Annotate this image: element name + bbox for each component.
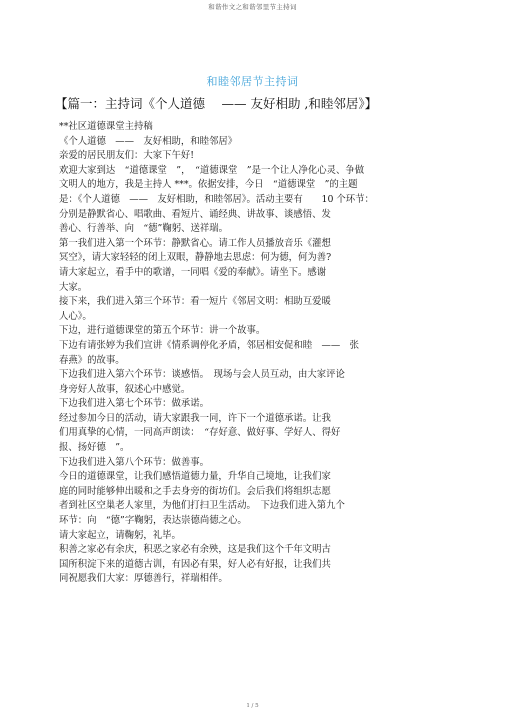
text-line: 下边我们进入第八个环节：做善事。: [59, 456, 210, 468]
text-line: 积善之家必有余庆，积恶之家必有余殃，这是我们这个千年文明古: [59, 544, 331, 556]
text-line: **社区道德课堂主持稿: [59, 121, 153, 132]
page-number: 1 / 5: [246, 703, 259, 709]
text-line: 是：《个人道德 —— 友好相助，和睦邻居》。活动主要有 10 个环节：: [59, 193, 374, 205]
text-line: 请大家起立，请鞠躬，礼毕。: [59, 529, 181, 541]
text-line: 文明人的地方，我是主持人 ***。依据安排，今日 “道德课堂 ”的主题: [59, 179, 358, 191]
text-line: 亲爱的居民朋友们：大家下午好!: [59, 150, 195, 162]
text-line: 善心、行善举、向 “德”鞠躬、送祥瑞。: [59, 223, 228, 235]
text-line: 下边有请张婷为我们宣讲《情系调停化矛盾，邻居相安促和睦 —— 张: [59, 339, 360, 351]
text-line: 报、扬好德 ”。: [59, 442, 130, 454]
section-heading: 【篇一：主持词《个人道德 —— 友好相助 ,和睦邻居》】: [55, 96, 378, 111]
text-line: 身旁好人故事，叙述心中感觉。: [59, 383, 191, 395]
text-line: 下边，进行道德课堂的第五个环节：讲一个故事。: [59, 325, 266, 337]
text-line: 第一我们进入第一个环节：静默省心。请工作人员播放音乐《灌想: [59, 237, 331, 249]
text-line: 接下来，我们进入第三个环节：看一短片《邻居文明：相助互爱暖: [59, 296, 331, 308]
text-line: 环节：向 “德”字鞠躬，表达崇德尚德之心。: [59, 515, 247, 527]
text-line: 请大家起立，看手中的歌谱，一同唱《爱的奉献》。请坐下。感谢: [59, 266, 327, 278]
text-line: 经过参加今日的活动，请大家跟我一同，许下一个道德承诺。让我: [59, 412, 331, 424]
text-line: 下边我们进入第六个环节：谈感悟。 现场与会人员互动，由大家评论: [59, 369, 345, 381]
text-line: 同祝愿我们大家：厚德善行，祥瑞相伴。: [59, 573, 228, 585]
text-line: 春燕》的故事。: [59, 354, 125, 366]
body-text: [59, 120, 454, 587]
text-line: 人心》。: [59, 310, 92, 322]
text-line: 们用真挚的心情，一同高声朗读： “存好意、做好事、学好人、得好: [59, 427, 341, 439]
page-header: 和谐作文之和谐邻里节主持词: [208, 3, 297, 11]
text-line: 下边我们进入第七个环节：做承诺。: [59, 398, 210, 410]
document-title: 和睦邻居节主持词: [206, 75, 299, 88]
text-line: 大家。: [59, 281, 88, 293]
text-line: 者到社区空巢老人家里，为他们打扫卫生活动。 下边我们进入第九个: [59, 500, 345, 512]
text-line: 分别是静默省心、唱歌曲、看短片、诵经典、讲故事、谈感悟、发: [59, 208, 331, 220]
text-line: 欢迎大家到达 “道德课堂 ”， “道德课堂 ”是一个让人净化心灵、争做: [59, 164, 365, 176]
text-line: 国所积淀下来的道德古训，有因必有果，好人必有好报，让我们共: [59, 558, 331, 570]
text-line: 庭的同时能够伸出暖和之手去身旁的街坊们。会后我们将组织志愿: [59, 485, 331, 497]
text-line: 冥空》，请大家轻轻的闭上双眼，静静地去思虑：何为德，何为善?: [59, 252, 332, 264]
text-line: 今日的道德课堂，让我们感悟道德力量，升华自己境地，让我们家: [59, 471, 331, 483]
text-line: 《个人道德 —— 友好相助，和睦邻居》: [59, 135, 238, 147]
